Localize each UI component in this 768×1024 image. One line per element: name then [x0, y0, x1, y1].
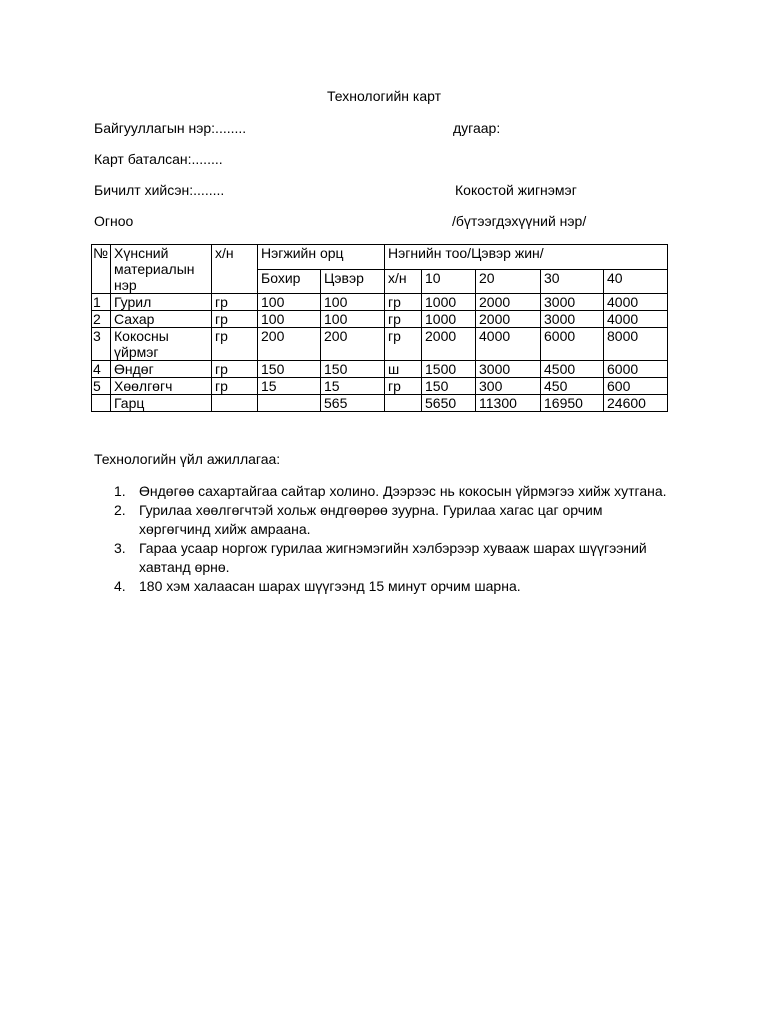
process-steps	[94, 482, 674, 596]
step-number: 1.	[114, 483, 126, 499]
org-name-field: Байгууллагын нэр:........	[94, 120, 247, 136]
header-p20: 20	[476, 269, 541, 294]
step-number: 3.	[114, 540, 126, 556]
row-gross: 15	[258, 378, 321, 395]
row-gross: 100	[258, 294, 321, 311]
total-p30: 16950	[541, 395, 604, 412]
list-item	[94, 539, 674, 577]
total-no	[92, 395, 111, 412]
table-row	[92, 311, 668, 328]
number-field: дугаар:	[453, 120, 501, 136]
row-name: Өндөг	[111, 361, 212, 378]
tech-card-table	[91, 244, 668, 412]
total-net: 565	[321, 395, 385, 412]
row-p20: 3000	[476, 361, 541, 378]
row-p20: 2000	[476, 294, 541, 311]
row-no: 1	[92, 294, 111, 311]
list-item	[94, 482, 674, 501]
row-unit2: гр	[385, 311, 422, 328]
document-title: Технологийн карт	[326, 88, 442, 104]
product-name-label: /бүтээгдэхүүний нэр/	[452, 213, 587, 229]
row-net: 15	[321, 378, 385, 395]
step-text: Өндөгөө сахартайгаа сайтар холино. Дээрээс нь кокосын үйрмэгээ хийж хутгана.	[139, 483, 667, 499]
table-row	[92, 294, 668, 311]
header-p10: 10	[422, 269, 476, 294]
row-no: 3	[92, 328, 111, 361]
header-p40: 40	[604, 269, 668, 294]
step-number: 2.	[114, 502, 126, 518]
header-net: Цэвэр	[321, 269, 385, 294]
header-p30: 30	[541, 269, 604, 294]
row-net: 100	[321, 294, 385, 311]
step-text: 180 хэм халаасан шарах шүүгээнд 15 минут орчим шарна.	[139, 578, 521, 594]
header-portion-title: Нэгнийн тоо/Цэвэр жин/	[385, 245, 668, 270]
total-p40: 24600	[604, 395, 668, 412]
total-unit	[212, 395, 258, 412]
row-p20: 4000	[476, 328, 541, 361]
header-unit2: х/н	[385, 269, 422, 294]
header-unit-input: Нэгжийн орц	[258, 245, 385, 270]
row-p40: 4000	[604, 294, 668, 311]
row-unit2: гр	[385, 328, 422, 361]
header-gross: Бохир	[258, 269, 321, 294]
row-p20: 2000	[476, 311, 541, 328]
row-p30: 3000	[541, 294, 604, 311]
process-title: Технологийн үйл ажиллагаа:	[94, 451, 281, 467]
row-p40: 600	[604, 378, 668, 395]
row-name: Гурил	[111, 294, 212, 311]
table-row	[92, 378, 668, 395]
row-p30: 450	[541, 378, 604, 395]
row-p10: 2000	[422, 328, 476, 361]
row-name: Хөөлгөгч	[111, 378, 212, 395]
header-unit: х/н	[212, 245, 258, 294]
header-no: №	[92, 245, 111, 294]
row-unit: гр	[212, 328, 258, 361]
row-unit: гр	[212, 378, 258, 395]
row-no: 2	[92, 311, 111, 328]
row-unit: гр	[212, 311, 258, 328]
row-unit: гр	[212, 294, 258, 311]
step-number: 4.	[114, 578, 126, 594]
row-net: 100	[321, 311, 385, 328]
table-row	[92, 361, 668, 378]
step-text: Гараа усаар норгож гурилаа жигнэмэгийн хэлбэрээр хуваaж шарах шүүгээний хавтанд өрнө.	[139, 540, 647, 575]
row-p40: 4000	[604, 311, 668, 328]
total-p20: 11300	[476, 395, 541, 412]
row-name: Кокосны үйрмэг	[111, 328, 212, 361]
row-no: 5	[92, 378, 111, 395]
row-name: Сахар	[111, 311, 212, 328]
table-row	[92, 328, 668, 361]
table-header-row	[92, 245, 668, 270]
step-text: Гурилаа хөөлгөгчтэй хольж өндгөөрөө зуурна. Гурилаа хагас цаг орчим хөргөгчинд хийж амраана.	[139, 502, 603, 537]
row-no: 4	[92, 361, 111, 378]
product-name: Кокостой жигнэмэг	[455, 182, 577, 198]
total-unit2	[385, 395, 422, 412]
row-p10: 1500	[422, 361, 476, 378]
card-approved-field: Карт баталсан:........	[94, 151, 223, 167]
list-item	[94, 501, 674, 539]
total-gross	[258, 395, 321, 412]
row-p40: 8000	[604, 328, 668, 361]
row-unit2: гр	[385, 378, 422, 395]
row-unit2: гр	[385, 294, 422, 311]
row-p10: 1000	[422, 311, 476, 328]
date-field: Огноо	[94, 213, 134, 229]
row-net: 200	[321, 328, 385, 361]
written-by-field: Бичилт хийсэн:........	[94, 182, 225, 198]
table-total-row	[92, 395, 668, 412]
row-p30: 4500	[541, 361, 604, 378]
header-material: Хүнсний материалын нэр	[111, 245, 212, 294]
row-unit2: ш	[385, 361, 422, 378]
row-p10: 1000	[422, 294, 476, 311]
row-unit: гр	[212, 361, 258, 378]
row-gross: 200	[258, 328, 321, 361]
list-item	[94, 577, 674, 596]
row-net: 150	[321, 361, 385, 378]
row-p10: 150	[422, 378, 476, 395]
row-p30: 3000	[541, 311, 604, 328]
row-p30: 6000	[541, 328, 604, 361]
row-gross: 100	[258, 311, 321, 328]
row-gross: 150	[258, 361, 321, 378]
row-p20: 300	[476, 378, 541, 395]
total-p10: 5650	[422, 395, 476, 412]
row-p40: 6000	[604, 361, 668, 378]
total-label: Гарц	[111, 395, 212, 412]
